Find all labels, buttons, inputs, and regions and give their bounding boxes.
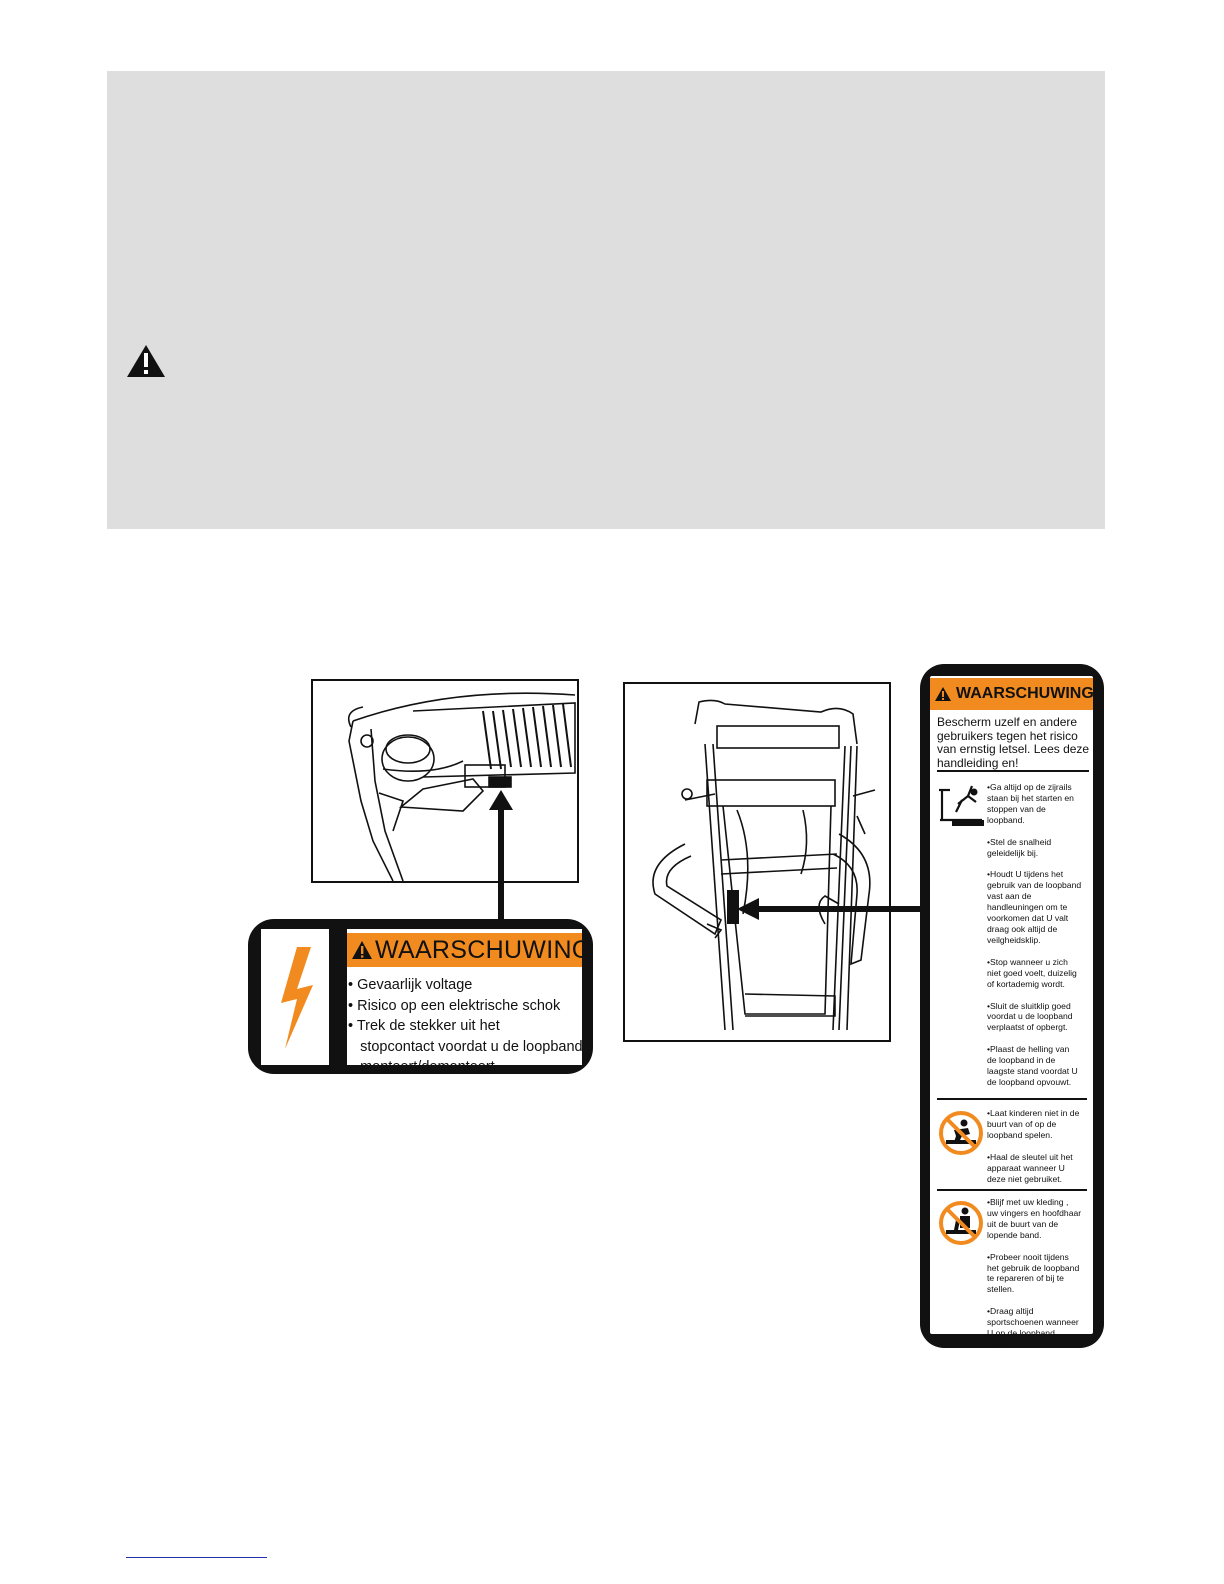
- arrow-up-icon: [486, 790, 516, 922]
- safety-warning-header: [930, 678, 1100, 710]
- warning-text: veilgheidsklip.: [987, 934, 1041, 945]
- electric-warning-line: • Risico op een elektrische schok: [348, 997, 561, 1014]
- warning-text: •Sluit de sluitklip goed: [987, 1000, 1071, 1011]
- electric-warning-line: stopcontact voordat u de loopband: [348, 1038, 583, 1055]
- electric-warning-line: • Gevaarlijk voltage: [348, 977, 473, 993]
- warning-text: te repareren of bij te: [987, 1273, 1064, 1284]
- warning-text: •Stel de snalheid: [987, 836, 1052, 847]
- warning-text: U op de loopband: [987, 1328, 1055, 1339]
- warning-text: vast aan de: [987, 891, 1032, 902]
- safety-section-children: [987, 1108, 1092, 1195]
- warning-text: stellen.: [987, 1284, 1015, 1295]
- warning-text: lopende band.: [987, 1229, 1042, 1240]
- warning-text: •Probeer nooit tijdens: [987, 1251, 1069, 1262]
- warning-text: handleuningen om te: [987, 902, 1068, 913]
- warning-text: de loopband opvouwt.: [987, 1076, 1072, 1087]
- warning-text: voordat u de loopband: [987, 1011, 1073, 1022]
- warning-text: voorkomen dat U valt: [987, 913, 1069, 924]
- warning-text: sportschoenen wanneer: [987, 1317, 1079, 1328]
- intro-line: Bescherm uzelf en andere: [937, 715, 1078, 729]
- no-children-icon: [938, 1110, 984, 1156]
- warning-text: de loopband in de: [987, 1055, 1056, 1066]
- arrow-left-icon: [737, 896, 929, 922]
- warning-text: niet goed voelt, duizelig: [987, 967, 1077, 978]
- warning-text: loopband spelen.: [987, 1129, 1053, 1140]
- safety-section-entanglement: [987, 1197, 1092, 1361]
- electric-warning-line: monteert/demonteert.: [348, 1059, 499, 1075]
- footer-rule: [126, 1557, 267, 1558]
- safety-warning-title: WAARSCHUWING:: [956, 685, 1100, 702]
- warning-text: deze niet gebruiket.: [987, 1173, 1063, 1184]
- caution-triangle-icon: [351, 940, 373, 960]
- intro-line: gebruikers tegen het risico: [937, 728, 1078, 743]
- motor-hood-illustration: [311, 679, 579, 883]
- safety-warning-intro: [937, 716, 1093, 770]
- warning-text: •Ga altijd op de zijrails: [987, 782, 1072, 792]
- safety-warning-label: [920, 664, 1104, 1348]
- divider: [937, 770, 1089, 772]
- fall-hazard-icon: [938, 782, 984, 828]
- warning-text: het gebruik de loopband: [987, 1262, 1080, 1273]
- warning-text: •Draag altijd: [987, 1306, 1034, 1317]
- electric-warning-label: [248, 919, 593, 1074]
- warning-text: apparaat wanneer U: [987, 1162, 1065, 1173]
- intro-line: van ernstig letsel. Lees deze: [937, 742, 1090, 757]
- safety-section-fall: [987, 782, 1092, 1099]
- warning-text: •Plaast de helling van: [987, 1044, 1070, 1055]
- warning-text: draag ook altijd de: [987, 923, 1058, 934]
- warning-text: geleidelijk bij.: [987, 847, 1039, 858]
- warning-text: staan bij het starten en: [987, 792, 1074, 803]
- treadmill-illustration: [623, 682, 891, 1042]
- warning-text: stoppen van de: [987, 803, 1046, 814]
- warning-text: of kortademig wordt.: [987, 978, 1065, 989]
- warning-text: gebruik van de loopband: [987, 880, 1082, 891]
- divider: [937, 1098, 1087, 1100]
- treadmill-drawing: [625, 684, 889, 1040]
- warning-text: verplaatst of opbergt.: [987, 1022, 1068, 1033]
- electric-warning-title: WAARSCHUWING: [375, 935, 592, 964]
- warning-text: oefent.: [987, 1338, 1014, 1349]
- entanglement-hazard-icon: [938, 1200, 984, 1246]
- warning-text: uw vingers en hoofdhaar: [987, 1207, 1082, 1218]
- caution-triangle-icon: [934, 686, 952, 702]
- caution-triangle-icon: [126, 344, 166, 378]
- warning-text: •Blijf met uw kleding ,: [987, 1197, 1069, 1207]
- intro-line: handleiding en!: [937, 755, 1019, 770]
- lightning-bolt-icon: [267, 945, 327, 1055]
- warning-text: buurt van of op de: [987, 1118, 1057, 1129]
- warning-text: •Laat kinderen niet in de: [987, 1108, 1080, 1118]
- electric-warning-header: [347, 933, 592, 967]
- warning-text: •Haal de sleutel uit het: [987, 1151, 1073, 1162]
- warning-text: •Stop wanneer u zich: [987, 956, 1068, 967]
- motor-hood-drawing: [313, 681, 577, 881]
- warning-text: loopband.: [987, 814, 1025, 825]
- divider: [937, 1189, 1087, 1191]
- warning-text: laagste stand voordat U: [987, 1066, 1078, 1077]
- warning-text: •Houdt U tijdens het: [987, 869, 1064, 880]
- warning-text: uit de buurt van de: [987, 1218, 1059, 1229]
- electric-warning-line: • Trek de stekker uit het: [348, 1018, 500, 1034]
- info-panel: [107, 71, 1105, 529]
